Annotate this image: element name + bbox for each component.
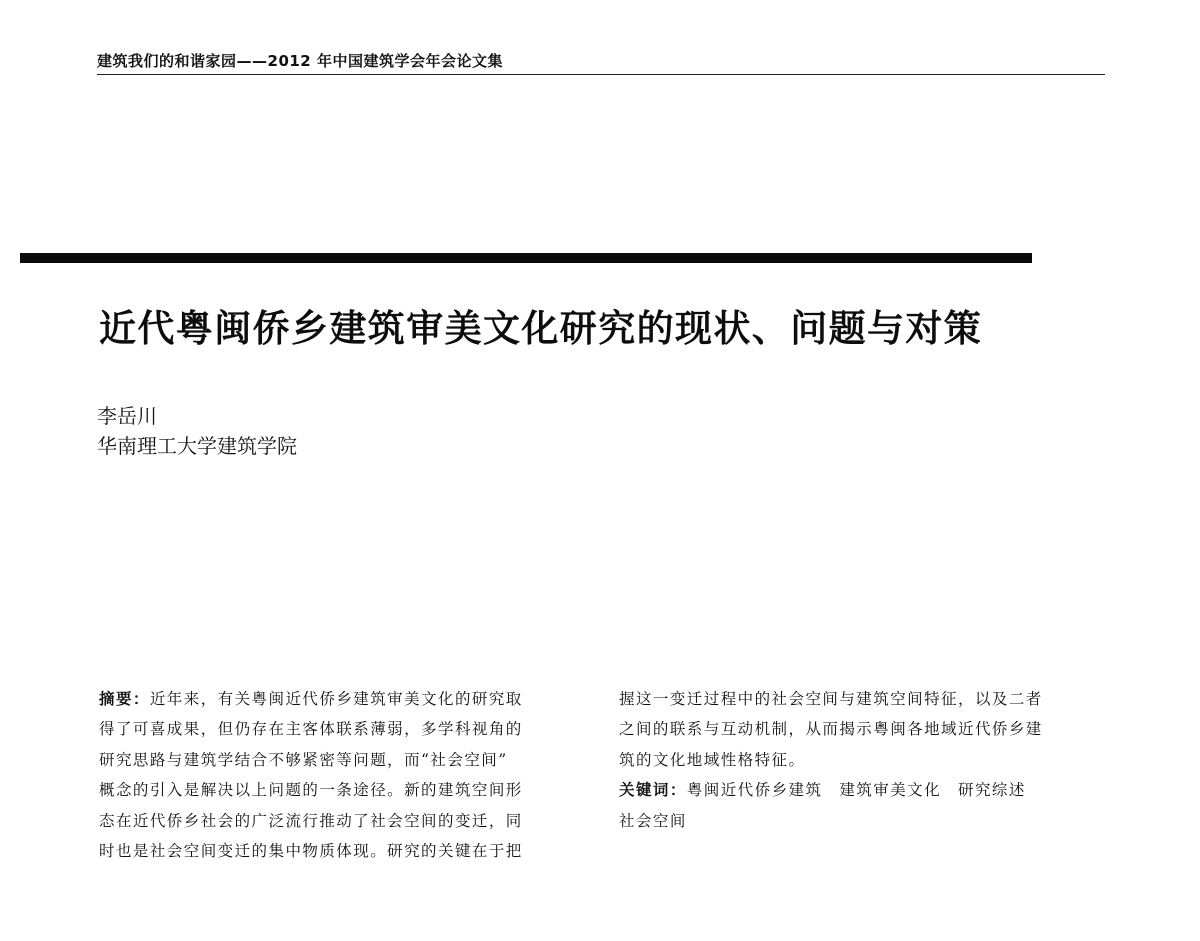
keywords-line (619, 775, 1119, 805)
running-header: 建筑我们的和谐家园——2012 年中国建筑学会年会论文集 (97, 52, 503, 70)
abstract-right-column (619, 684, 1119, 836)
abstract-line: 握这一变迁过程中的社会空间与建筑空间特征，以及二者 (619, 690, 1043, 708)
abstract-left-column (99, 684, 599, 866)
paper-title: 近代粤闽侨乡建筑审美文化研究的现状、问题与对策 (99, 307, 983, 350)
abstract-text: 近年来，有关粤闽近代侨乡建筑审美文化的研究取 (149, 690, 523, 708)
abstract-line: 之间的联系与互动机制，从而揭示粤闽各地域近代侨乡建 (619, 720, 1043, 739)
abstract-label: 摘要： (99, 689, 150, 708)
keywords-text: 粤闽近代侨乡建筑 建筑审美文化 研究综述 (686, 781, 1026, 800)
abstract-line: 研究思路与建筑学结合不够紧密等问题，而“社会空间” (99, 750, 508, 769)
keywords-line: 社会空间 (619, 811, 687, 830)
keywords-label: 关键词： (619, 780, 687, 800)
abstract-line: 态在近代侨乡社会的广泛流行推动了社会空间的变迁，同 (99, 811, 523, 830)
title-bar (20, 253, 1032, 263)
author-name: 李岳川 (97, 404, 157, 428)
author-affiliation: 华南理工大学建筑学院 (97, 434, 297, 458)
abstract-line: 时也是社会空间变迁的集中物质体现。研究的关键在于把 (99, 842, 523, 861)
abstract-line: 概念的引入是解决以上问题的一条途径。新的建筑空间形 (99, 781, 523, 800)
abstract-line: 筑的文化地域性格特征。 (619, 750, 806, 769)
header-rule (97, 74, 1105, 75)
abstract-line (99, 684, 599, 714)
abstract-line: 得了可喜成果，但仍存在主客体联系薄弱，多学科视角的 (99, 720, 523, 739)
